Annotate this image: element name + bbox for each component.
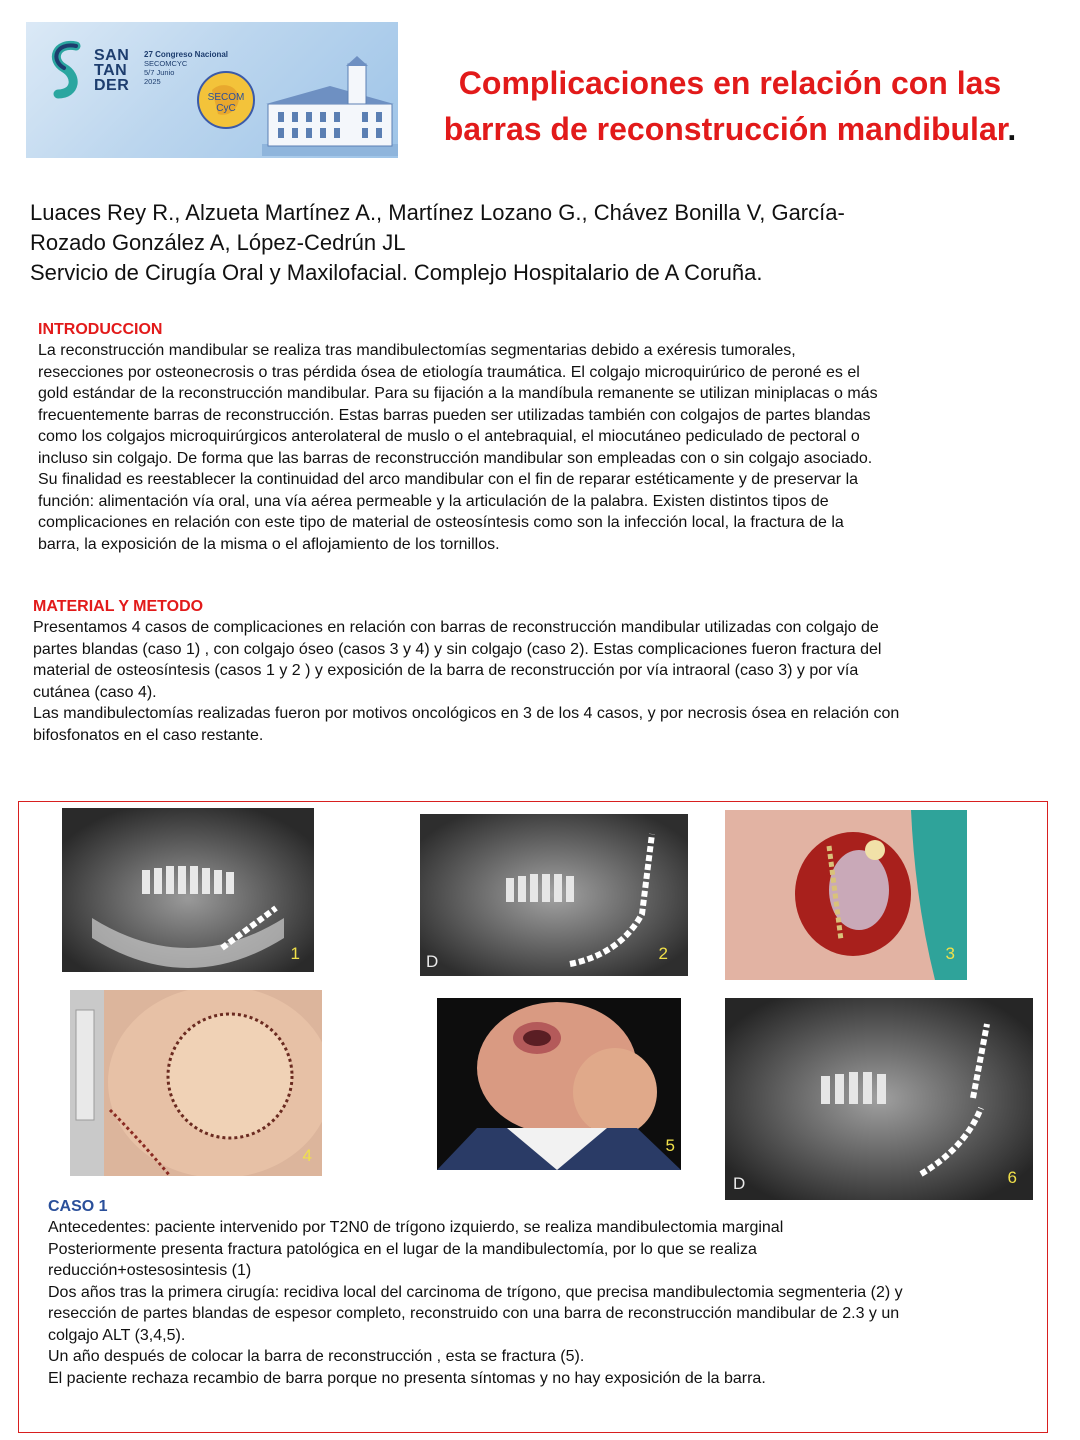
svg-text:CyC: CyC bbox=[216, 103, 236, 114]
intro-line: incluso sin colgajo. De forma que las barras de reconstrucción mandibular son empleadas con o sin colgajo asociado. bbox=[38, 449, 873, 467]
figure-1-xray bbox=[62, 808, 314, 972]
caso-line: Un año después de colocar la barra de reconstrucción , esta se fractura (5). bbox=[48, 1348, 585, 1365]
figure-4-flap-photo bbox=[70, 990, 322, 1176]
secom-seal-icon bbox=[194, 68, 258, 132]
poster-title bbox=[410, 60, 1050, 152]
caso-line: colgajo ALT (3,4,5). bbox=[48, 1326, 186, 1344]
congress-info: 27 Congreso Nacional SECOMCYC 5/7 Junio 2025 bbox=[144, 50, 229, 86]
caso-line: resección de partes blandas de espesor completo, reconstruido con una barra de reconstrucción mandibular de 2.3 y un bbox=[48, 1305, 900, 1322]
authors-line-1: Luaces Rey R., Alzueta Martínez A., Martínez Lozano G., Chávez Bonilla V, García- bbox=[30, 200, 845, 225]
palace-illustration-icon bbox=[262, 56, 398, 156]
santander-logo-icon bbox=[46, 40, 90, 100]
introduccion-section bbox=[38, 320, 988, 555]
intro-line: gold estándar de la reconstrucción mandibular. Para su fijación a la mandíbula remanente se utilizan miniplacas o más bbox=[38, 385, 878, 402]
caso-line: Dos años tras la primera cirugía: recidiva local del carcinoma de trígono, que precisa mandibulectomia segmenteria (2) y bbox=[48, 1283, 903, 1301]
introduccion-heading: INTRODUCCION bbox=[38, 321, 163, 338]
title-line-2: barras de reconstrucción mandibular. bbox=[443, 111, 1017, 147]
metodo-heading: MATERIAL Y METODO bbox=[33, 598, 204, 615]
intro-line: complicaciones en relación con este tipo de material de osteosíntesis como son la infección local, la fractura de la bbox=[38, 514, 844, 531]
title-line-1: Complicaciones en relación con las bbox=[458, 65, 1002, 101]
caso-1-section bbox=[48, 1197, 1018, 1389]
intro-line: frecuentemente barras de reconstrucción. Estas barras pueden ser utilizadas también con colgajos de partes blandas bbox=[38, 406, 871, 424]
congress-banner bbox=[26, 22, 398, 158]
figure-6-number: 6 bbox=[1007, 1168, 1017, 1187]
metodo-line: material de osteosíntesis (casos 1 y 2 ) y exposición de la barra de reconstrucción por vía intraoral (caso 3) y por vía bbox=[33, 662, 859, 679]
svg-text:SECOM: SECOM bbox=[207, 92, 245, 103]
intro-line: Su finalidad es reestablecer la continuidad del arco mandibular con el fin de reparar estéticamente y de preservar la bbox=[38, 471, 859, 488]
caso-line: reducción+ostesosintesis (1) bbox=[48, 1262, 252, 1279]
figure-2-number: 2 bbox=[658, 944, 668, 963]
figure-5-patient-photo bbox=[437, 998, 681, 1170]
caso-line: Antecedentes: paciente intervenido por T2N0 de trígono izquierdo, se realiza mandibulectomia marginal bbox=[48, 1219, 784, 1236]
intro-line: barra, la exposición de la misma o el aflojamiento de los tornillos. bbox=[38, 535, 500, 553]
caso-1-heading: CASO 1 bbox=[48, 1198, 108, 1215]
authors-block bbox=[30, 198, 1050, 288]
figure-3-surgery-photo bbox=[725, 810, 967, 980]
figure-2-marker: D bbox=[426, 952, 439, 971]
caso-line: Posteriormente presenta fractura patológica en el lugar de la mandibulectomía, por lo que se realiza bbox=[48, 1240, 757, 1258]
metodo-section bbox=[33, 597, 1023, 746]
intro-line: como los colgajos microquirúrgicos anterolateral de muslo o el antebraquial, el miocutáneo pediculado de pectoral o bbox=[38, 428, 860, 445]
figure-2-xray bbox=[420, 814, 688, 976]
figure-4-number: 4 bbox=[302, 1146, 312, 1165]
metodo-line: bifosfonatos en el caso restante. bbox=[33, 726, 264, 744]
affiliation: Servicio de Cirugía Oral y Maxilofacial. Complejo Hospitalario de A Coruña. bbox=[30, 260, 763, 285]
intro-line: La reconstrucción mandibular se realiza tras mandibulectomías segmentarias debido a exéresis tumorales, bbox=[38, 342, 796, 359]
figure-1-number: 1 bbox=[290, 944, 300, 963]
figure-6-marker: D bbox=[733, 1174, 746, 1193]
figure-5-number: 5 bbox=[665, 1136, 675, 1155]
intro-line: función: alimentación vía oral, una vía aérea permeable y la articulación de la palabra. Existen distintos tipos de bbox=[38, 492, 829, 510]
metodo-line: cutánea (caso 4). bbox=[33, 683, 157, 701]
caso-line: El paciente rechaza recambio de barra porque no presenta síntomas y no hay exposición de la barra. bbox=[48, 1369, 766, 1387]
metodo-line: Presentamos 4 casos de complicaciones en relación con barras de reconstrucción mandibular utilizadas con colgajo de bbox=[33, 619, 879, 636]
intro-line: resecciones por osteonecrosis o tras pérdida ósea de etiología traumática. El colgajo microquirúrico de peroné es el bbox=[38, 363, 860, 381]
figure-3-number: 3 bbox=[945, 944, 955, 963]
metodo-line: Las mandibulectomías realizadas fueron por motivos oncológicos en 3 de los 4 casos, y por necrosis ósea en relación con bbox=[33, 705, 900, 722]
authors-line-2: Rozado González A, López-Cedrún JL bbox=[30, 230, 406, 255]
santander-wordmark: SAN TAN DER bbox=[94, 47, 130, 94]
figure-6-xray bbox=[725, 998, 1033, 1200]
metodo-line: partes blandas (caso 1) , con colgajo óseo (casos 3 y 4) y sin colgajo (caso 2). Estas complicaciones fueron fractura del bbox=[33, 640, 882, 658]
